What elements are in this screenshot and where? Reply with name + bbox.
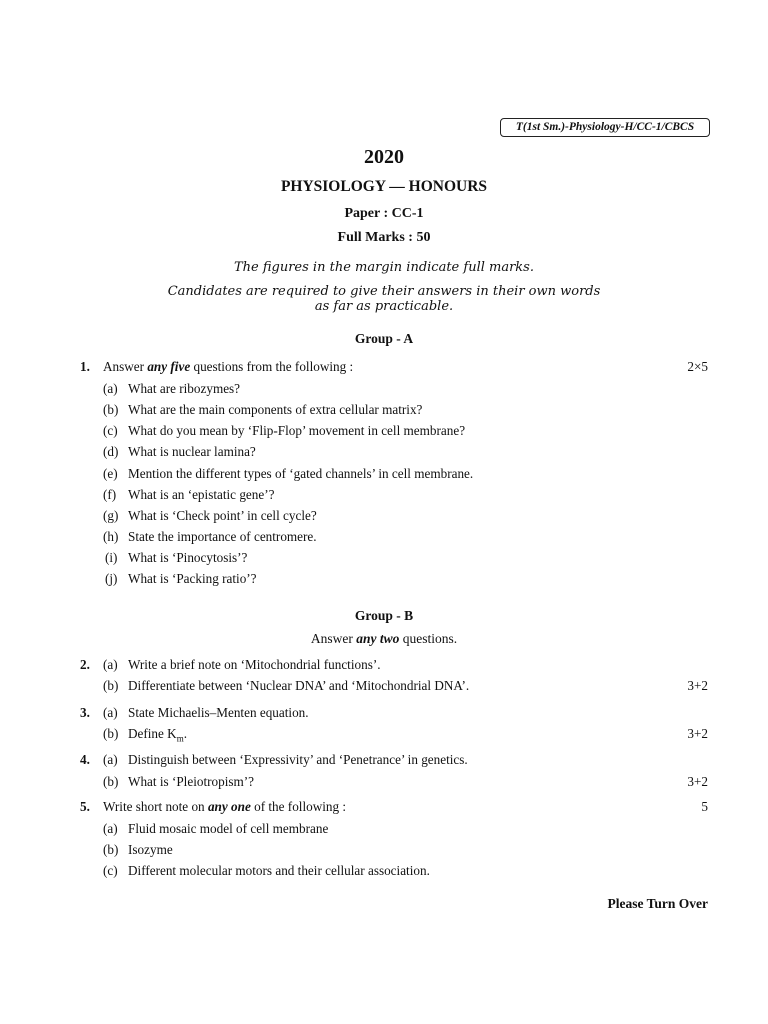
subquestion-label: (j) (105, 571, 118, 586)
subquestion-item (0, 465, 768, 483)
subquestion-text: State Michaelis–Menten equation. (128, 705, 309, 720)
subquestion-label: (d) (103, 444, 119, 459)
subquestion-text: What is ‘Packing ratio’? (128, 571, 257, 586)
subquestion-text: Fluid mosaic model of cell membrane (128, 821, 329, 836)
subquestion-text: Write a brief note on ‘Mitochondrial functions’. (128, 657, 381, 672)
subquestion-text: What do you mean by ‘Flip-Flop’ movement in cell membrane? (128, 423, 466, 438)
subquestion-label: (b) (103, 678, 119, 693)
subquestion-text: Isozyme (128, 842, 173, 857)
subquestion-label: (a) (103, 752, 118, 767)
subquestion-text: State the importance of centromere. (128, 529, 317, 544)
instruction-emphasis: any two (356, 631, 400, 646)
instruction-line-1: The figures in the margin indicate full marks. (233, 260, 534, 275)
subquestion-text: What is an ‘epistatic gene’? (128, 487, 275, 502)
subquestion-label: (b) (103, 402, 119, 417)
subquestion-text: What is ‘Pleiotropism’? (128, 774, 254, 789)
subquestion-label: (a) (103, 657, 118, 672)
subquestion-item (0, 528, 768, 546)
question-text-part: of the following : (250, 799, 347, 814)
subquestion-item (0, 507, 768, 525)
question-text-part: Write short note on (103, 799, 208, 814)
subquestion-label: (a) (103, 705, 118, 720)
subscript: m (176, 733, 184, 744)
question-number: 1. (80, 359, 90, 374)
instruction-part: questions. (399, 631, 458, 646)
question-text-part: questions from the following : (190, 359, 354, 374)
subquestion-text: Different molecular motors and their cellular association. (128, 863, 430, 878)
question-3 (0, 704, 768, 722)
question-text (103, 358, 353, 376)
subquestion-label: (b) (103, 774, 119, 789)
subquestion-text: Differentiate between ‘Nuclear DNA’ and ‘Mitochondrial DNA’. (128, 678, 470, 693)
question-1 (0, 358, 768, 376)
question-number: 4. (80, 752, 90, 767)
subquestion-label: (b) (103, 842, 119, 857)
question-4 (0, 751, 768, 769)
question-marks: 3+2 (687, 678, 708, 693)
subquestion-item (0, 820, 768, 838)
subquestion-text: What are the main components of extra cellular matrix? (128, 402, 423, 417)
subquestion-label: (i) (105, 550, 118, 565)
subquestion-label: (g) (103, 508, 119, 523)
subquestion-item (0, 380, 768, 398)
subquestion-item (0, 549, 768, 567)
subquestion-item (0, 677, 768, 695)
question-number: 2. (80, 657, 90, 672)
subquestion-label: (b) (103, 726, 119, 741)
full-marks: Full Marks : 50 (337, 230, 431, 245)
subquestion-text: Distinguish between ‘Expressivity’ and ‘Penetrance’ in genetics. (128, 752, 468, 767)
question-text (103, 798, 346, 816)
instruction-line-2: Candidates are required to give their answers in their own words (167, 284, 601, 299)
subquestion-text: What is ‘Check point’ in cell cycle? (128, 508, 317, 523)
question-number: 3. (80, 705, 90, 720)
subquestion-text: What are ribozymes? (128, 381, 241, 396)
group-a-heading: Group - A (354, 331, 414, 346)
group-b-heading: Group - B (354, 608, 414, 623)
paper-code-box: T(1st Sm.)-Physiology-H/CC-1/CBCS (500, 118, 710, 137)
question-2 (0, 656, 768, 674)
define-text: Define K (128, 726, 177, 741)
subquestion-item (0, 570, 768, 588)
subquestion-item (0, 422, 768, 440)
subquestion-item (0, 443, 768, 461)
subquestion-label: (e) (103, 466, 118, 481)
subquestion-item (0, 862, 768, 880)
instruction-part: Answer (310, 631, 357, 646)
subquestion-label: (a) (103, 821, 118, 836)
question-5 (0, 798, 768, 816)
subquestion-item (0, 773, 768, 791)
question-marks: 2×5 (687, 359, 708, 374)
question-marks: 5 (701, 799, 708, 814)
group-b-instruction (0, 631, 768, 647)
subquestion-item (0, 486, 768, 504)
subquestion-label: (a) (103, 381, 118, 396)
subquestion-label: (c) (103, 423, 118, 438)
question-text-emphasis: any five (147, 359, 191, 374)
subquestion-label: (h) (103, 529, 119, 544)
subquestion-text (128, 725, 187, 748)
question-number: 5. (80, 799, 90, 814)
subquestion-item (0, 401, 768, 419)
define-end: . (183, 726, 188, 741)
subquestion-item (0, 841, 768, 859)
subquestion-text: What is ‘Pinocytosis’? (128, 550, 248, 565)
question-marks: 3+2 (687, 726, 708, 741)
please-turn-over: Please Turn Over (607, 896, 708, 911)
question-text-part: Answer (103, 359, 148, 374)
question-marks: 3+2 (687, 774, 708, 789)
instruction-line-3: as far as practicable. (314, 299, 454, 314)
subquestion-text: Mention the different types of ‘gated channels’ in cell membrane. (128, 466, 474, 481)
subquestion-text: What is nuclear lamina? (128, 444, 256, 459)
subject-title: PHYSIOLOGY — HONOURS (280, 178, 488, 195)
question-text-emphasis: any one (207, 799, 251, 814)
subquestion-label: (c) (103, 863, 118, 878)
subquestion-item (0, 725, 768, 743)
paper-code: Paper : CC-1 (344, 206, 424, 221)
exam-year: 2020 (364, 146, 404, 168)
subquestion-label: (f) (103, 487, 117, 502)
